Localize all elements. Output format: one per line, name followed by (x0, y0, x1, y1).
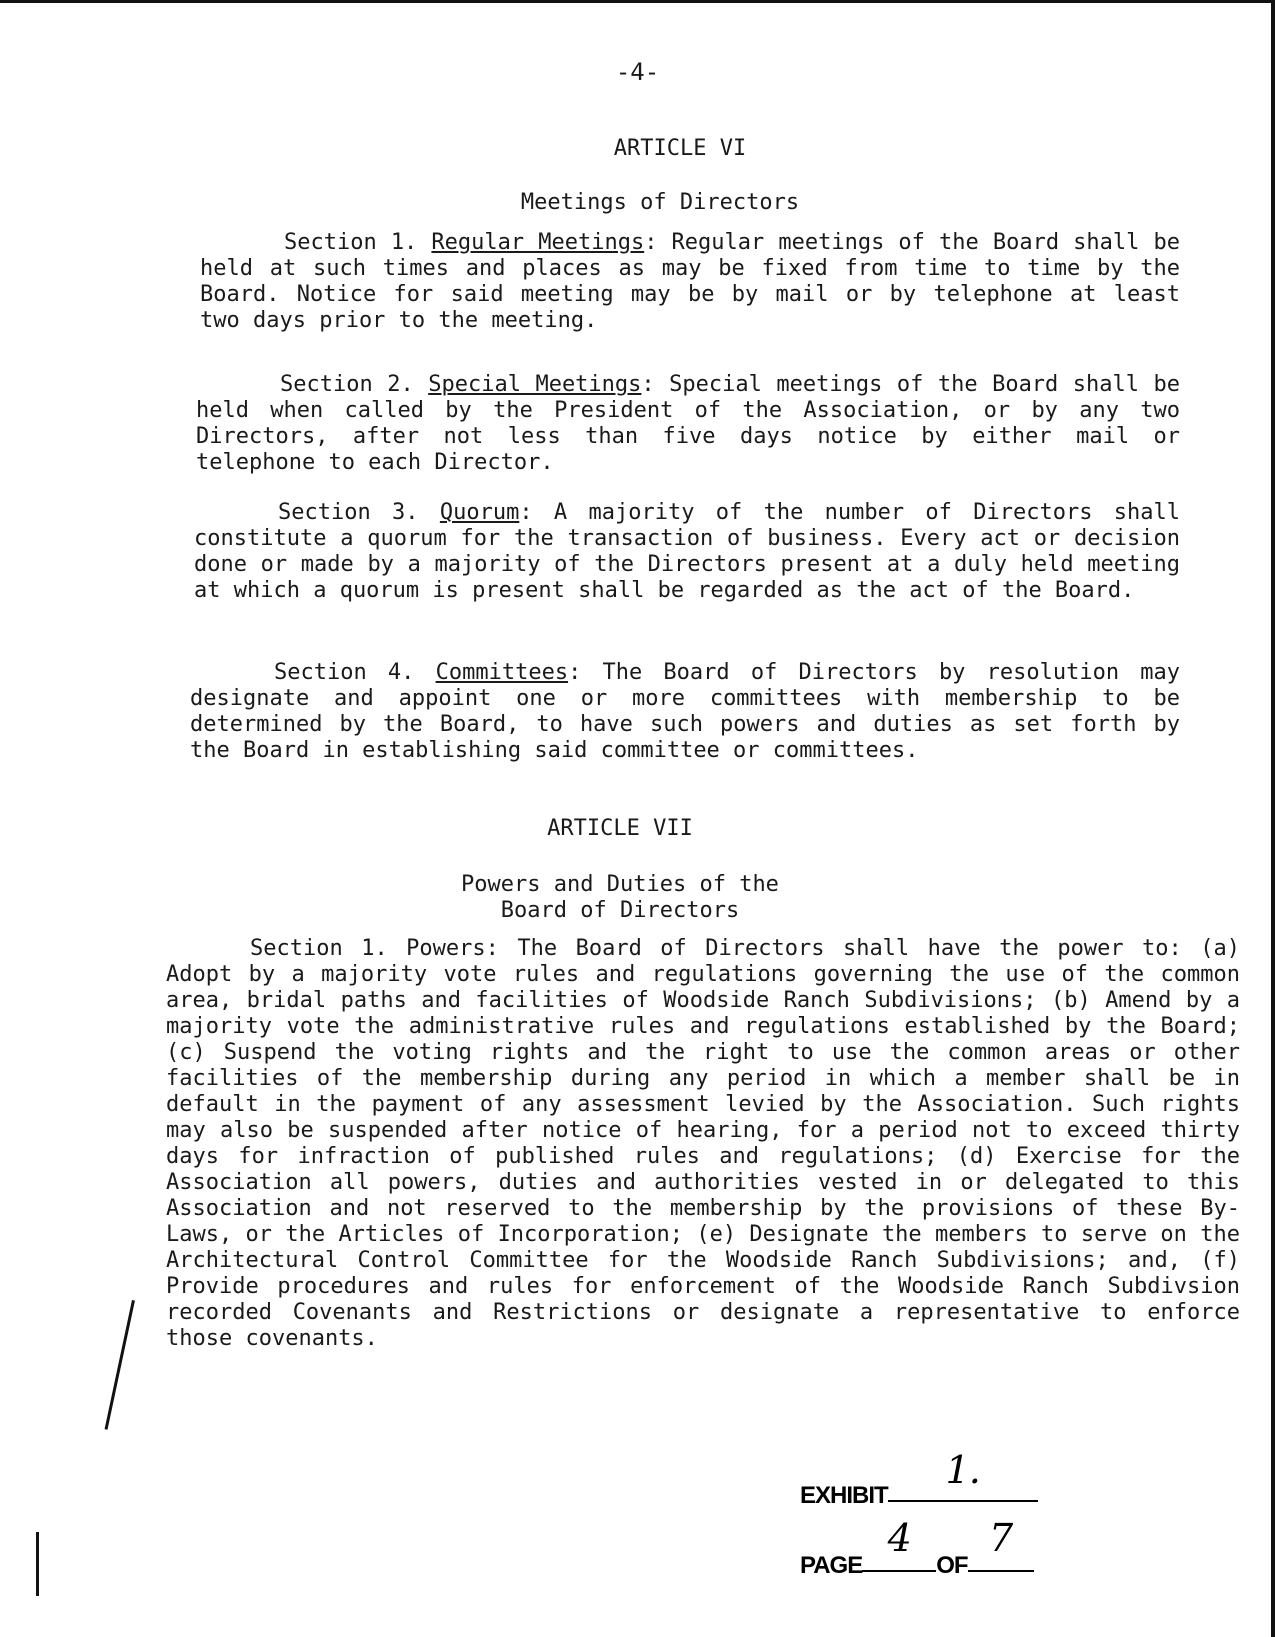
article-vii-subtitle-line-2: Board of Directors (500, 898, 740, 923)
margin-slash-mark (105, 1300, 135, 1430)
margin-tick-mark (36, 1532, 39, 1596)
exhibit-row (800, 1448, 1038, 1510)
article-vii-title: ARTICLE VII (547, 816, 693, 841)
exhibit-value: 1. (945, 1448, 980, 1492)
of-line (968, 1516, 1034, 1572)
page-value: 4 (887, 1516, 911, 1560)
article-vi-section-3 (194, 500, 1180, 604)
article-vi-section-4 (190, 660, 1180, 764)
section-lead: Section 4. (274, 660, 415, 685)
article-vi-title: ARTICLE VI (613, 136, 747, 161)
section-body: : Special meetings of the Board shall be held when called by the President of the Association, or by any two Directors, after not less than five days notice by either mail or telephone to each Director. (196, 372, 1181, 475)
exhibit-label: EXHIBIT (800, 1482, 888, 1509)
section-heading: Powers: (406, 936, 499, 961)
article-vi-subtitle: Meetings of Directors (520, 190, 800, 215)
article-vi-section-2 (196, 372, 1180, 476)
of-value: 7 (988, 1516, 1013, 1560)
section-body: The Board of Directors shall have the power to: (a) Adopt by a majority vote rules and regulations governing the use of the common area, bridal paths and facilities of Woodside Ranch Subdivisions; (b) Amend by a majority vote the administrative rules and regulations established by the Board; (c) Suspend the voting rights and the right to use the common areas or other facilities of the membership during any period in which a member shall be in default in the payment of any assessment levied by the Association. Such rights may also be suspended after notice of hearing, for a period not to exceed thirty days for infraction of published rules and regulations; (d) Exercise for the Association all powers, duties and authorities vested in or delegated to this Association and not reserved to the membership by the provisions of these By-Laws, or the Articles of Incorporation; (e) Designate the members to serve on the Architectural Control Committee for the Woodside Ranch Subdivisions; and, (f) Provide procedures and rules for enforcement of the Woodside Ranch Subdivsion recorded Covenants and Restrictions or designate a representative to enforce those covenants. (166, 936, 1240, 1351)
scan-right-edge (1271, 0, 1275, 1637)
article-vii-section-1 (166, 936, 1240, 1352)
section-body: : The Board of Directors by resolution may designate and appoint one or more committees with membership to be determined by the Board, to have such powers and duties as set forth by the Board in establishing said committee or committees. (190, 660, 1181, 763)
section-body: : Regular meetings of the Board shall be held at such times and places as may be fixed from time to time by the Board. Notice for said meeting may be by mail or by telephone at least two days prior to the meeting. (200, 230, 1181, 333)
scan-top-edge (0, 0, 1275, 3)
section-lead: Section 3. (278, 500, 419, 525)
page-number: -4- (615, 58, 660, 86)
page-label: PAGE (800, 1552, 863, 1579)
page-row (800, 1516, 1034, 1580)
section-lead: Section 1. (284, 230, 418, 255)
article-vii-subtitle-line-1: Powers and Duties of the (461, 872, 779, 897)
article-vi-section-1 (200, 230, 1180, 334)
section-heading: Special Meetings (428, 372, 642, 397)
section-lead: Section 1. (250, 936, 388, 961)
section-lead: Section 2. (280, 372, 414, 397)
article-vii-subtitle (0, 872, 1240, 924)
section-heading: Quorum (439, 500, 520, 525)
of-label: OF (936, 1552, 968, 1579)
section-heading: Regular Meetings (431, 230, 645, 255)
exhibit-line (888, 1448, 1038, 1502)
section-heading: Committees (435, 660, 569, 685)
page-line (862, 1516, 936, 1572)
section-body: : A majority of the number of Directors shall constitute a quorum for the transaction of business. Every act or decision done or made by a majority of the Directors present at a duly held meeting at which a quorum is present shall be regarded as the act of the Board. (194, 500, 1180, 603)
